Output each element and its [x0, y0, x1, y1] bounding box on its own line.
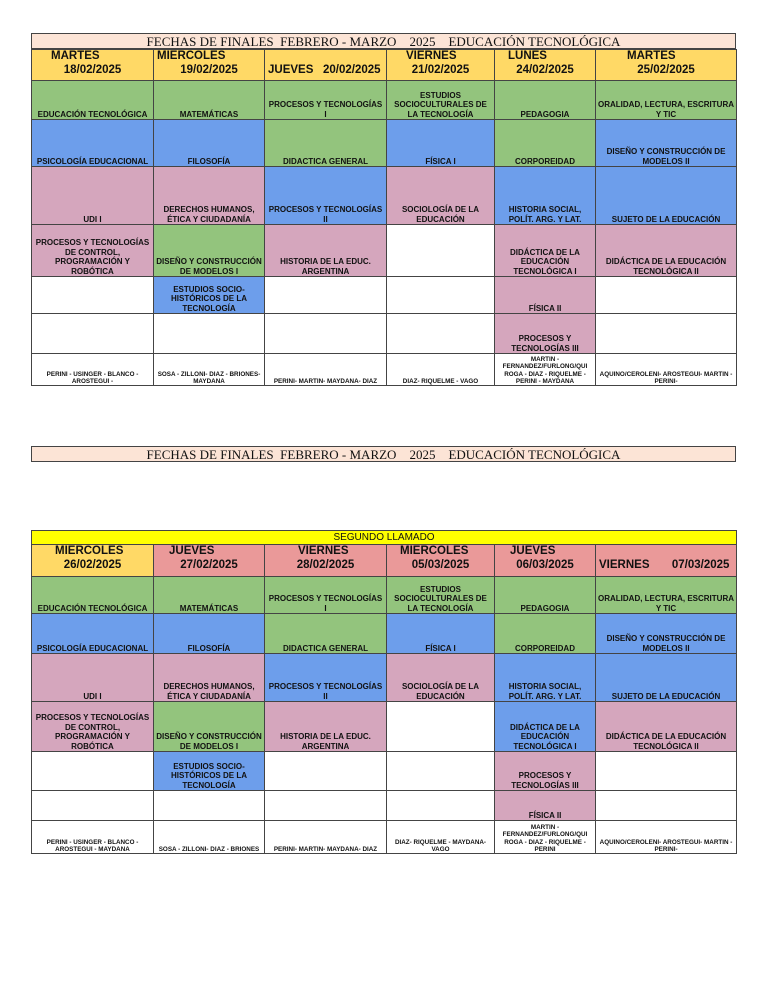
exam-cell: EDUCACIÓN TECNOLÓGICA	[32, 81, 154, 120]
examiners-cell: PERINI- MARTIN- MAYDANA- DIAZ	[265, 354, 387, 386]
exam-cell: SOCIOLOGÍA DE LA EDUCACIÓN	[387, 167, 495, 225]
examiners-cell: AQUINO/CEROLENI- AROSTEGUI- MARTIN - PERINI-	[596, 354, 737, 386]
header-cell: LUNES 24/02/2025	[495, 50, 596, 81]
exam-cell: DIDÁCTICA DE LA EDUCACIÓN TECNOLÓGICA II	[596, 702, 737, 752]
header-cell: JUEVES 27/02/2025	[154, 545, 265, 577]
exam-cell: SUJETO DE LA EDUCACIÓN	[596, 654, 737, 702]
exam-cell: DIDÁCTICA DE LA EDUCACIÓN TECNOLÓGICA II	[596, 225, 737, 277]
exam-cell	[387, 314, 495, 354]
exam-cell: ESTUDIOS SOCIO-HISTÓRICOS DE LA TECNOLOGÍA	[154, 277, 265, 314]
exam-cell	[596, 752, 737, 791]
exam-cell: ESTUDIOS SOCIOCULTURALES DE LA TECNOLOGÍA	[387, 577, 495, 614]
exam-cell	[32, 314, 154, 354]
second-schedule-title: FECHAS DE FINALES FEBRERO - MARZO 2025 EDUCACIÓN TECNOLÓGICA	[31, 446, 736, 462]
exam-cell: HISTORIA SOCIAL, POLÍT. ARG. Y LAT.	[495, 654, 596, 702]
exam-cell: DERECHOS HUMANOS, ÉTICA Y CIUDADANÍA	[154, 654, 265, 702]
exam-cell	[32, 752, 154, 791]
exam-cell: DIDÁCTICA DE LA EDUCACIÓN TECNOLÓGICA I	[495, 702, 596, 752]
header-cell: JUEVES 20/02/2025	[265, 50, 387, 81]
exam-cell	[32, 277, 154, 314]
exam-cell: MATEMÁTICAS	[154, 81, 265, 120]
exam-cell	[154, 314, 265, 354]
examiners-cell: AQUINO/CEROLENI- AROSTEGUI- MARTIN - PERINI-	[596, 821, 737, 854]
exam-cell	[387, 702, 495, 752]
examiners-cell: MARTIN - FERNANDEZ/FURLONG/QUI ROGA - DIAZ - RIQUELME - PERINI - MAYDANA	[495, 354, 596, 386]
exam-cell: PEDAGOGIA	[495, 577, 596, 614]
exam-cell: SUJETO DE LA EDUCACIÓN	[596, 167, 737, 225]
header-cell: MIÉRCOLES 05/03/2025	[387, 545, 495, 577]
examiners-cell: DIAZ- RIQUELME - VAGO	[387, 354, 495, 386]
exam-cell	[387, 752, 495, 791]
exam-cell	[387, 791, 495, 821]
exam-cell: FÍSICA II	[495, 791, 596, 821]
exam-cell: FILOSOFÍA	[154, 120, 265, 167]
examiners-cell: SOSA - ZILLONI- DIAZ - BRIONES- MAYDANA	[154, 354, 265, 386]
exam-cell	[265, 314, 387, 354]
exam-cell	[265, 791, 387, 821]
header-cell: VIERNES 07/03/2025	[596, 545, 737, 577]
exam-cell: ESTUDIOS SOCIOCULTURALES DE LA TECNOLOGÍA	[387, 81, 495, 120]
exam-cell: ORALIDAD, LECTURA, ESCRITURA Y TIC	[596, 577, 737, 614]
header-cell: VIERNES 28/02/2025	[265, 545, 387, 577]
exam-cell: DERECHOS HUMANOS, ÉTICA Y CIUDADANÍA	[154, 167, 265, 225]
exam-cell: DIDACTICA GENERAL	[265, 614, 387, 654]
header-cell: MIÉRCOLES 26/02/2025	[32, 545, 154, 577]
examiners-cell: DIAZ- RIQUELME - MAYDANA- VAGO	[387, 821, 495, 854]
schedule-table-second	[31, 530, 737, 854]
exam-cell: EDUCACIÓN TECNOLÓGICA	[32, 577, 154, 614]
header-cell: MARTES 25/02/2025	[596, 50, 737, 81]
exam-cell: PROCESOS Y TECNOLOGÍAS II	[265, 654, 387, 702]
exam-cell: DIDACTICA GENERAL	[265, 120, 387, 167]
exam-cell: ORALIDAD, LECTURA, ESCRITURA Y TIC	[596, 81, 737, 120]
exam-cell	[154, 791, 265, 821]
exam-cell: PEDAGOGIA	[495, 81, 596, 120]
exam-cell: FÍSICA I	[387, 120, 495, 167]
exam-cell: HISTORIA DE LA EDUC. ARGENTINA	[265, 702, 387, 752]
exam-cell: PROCESOS Y TECNOLOGÍAS I	[265, 577, 387, 614]
exam-cell: PSICOLOGÍA EDUCACIONAL	[32, 120, 154, 167]
exam-cell	[596, 277, 737, 314]
exam-cell	[596, 791, 737, 821]
examiners-cell: PERINI- MARTIN- MAYDANA- DIAZ	[265, 821, 387, 854]
exam-cell	[387, 225, 495, 277]
exam-cell: PROCESOS Y TECNOLOGÍAS I	[265, 81, 387, 120]
schedule-table-first	[31, 49, 737, 386]
exam-cell: MATEMÁTICAS	[154, 577, 265, 614]
exam-cell: PROCESOS Y TECNOLOGÍAS III	[495, 752, 596, 791]
header-cell: VIERNES 21/02/2025	[387, 50, 495, 81]
exam-cell	[265, 752, 387, 791]
exam-cell: FILOSOFÍA	[154, 614, 265, 654]
exam-cell: HISTORIA SOCIAL, POLÍT. ARG. Y LAT.	[495, 167, 596, 225]
section-title: SEGUNDO LLAMADO	[32, 531, 737, 545]
exam-cell	[387, 277, 495, 314]
exam-cell: PROCESOS Y TECNOLOGÍAS III	[495, 314, 596, 354]
exam-cell: SOCIOLOGÍA DE LA EDUCACIÓN	[387, 654, 495, 702]
examiners-cell: SOSA - ZILLONI- DIAZ - BRIONES	[154, 821, 265, 854]
exam-cell	[265, 277, 387, 314]
exam-cell: UDI I	[32, 167, 154, 225]
exam-cell: DIDÁCTICA DE LA EDUCACIÓN TECNOLÓGICA I	[495, 225, 596, 277]
exam-cell: DISEÑO Y CONSTRUCCIÓN DE MODELOS I	[154, 225, 265, 277]
exam-cell: PROCESOS Y TECNOLOGÍAS II	[265, 167, 387, 225]
exam-cell: FÍSICA II	[495, 277, 596, 314]
exam-cell: CORPOREIDAD	[495, 614, 596, 654]
exam-cell: DISEÑO Y CONSTRUCCIÓN DE MODELOS II	[596, 120, 737, 167]
exam-cell	[32, 791, 154, 821]
exam-cell	[596, 314, 737, 354]
exam-cell: UDI I	[32, 654, 154, 702]
examiners-cell: PERINI - USINGER - BLANCO - AROSTEGUI - MAYDANA	[32, 821, 154, 854]
exam-cell: PSICOLOGÍA EDUCACIONAL	[32, 614, 154, 654]
header-cell: JUEVES 06/03/2025	[495, 545, 596, 577]
header-cell: MARTES 18/02/2025	[32, 50, 154, 81]
exam-cell: FÍSICA I	[387, 614, 495, 654]
exam-cell: CORPOREIDAD	[495, 120, 596, 167]
exam-cell: DISEÑO Y CONSTRUCCIÓN DE MODELOS I	[154, 702, 265, 752]
examiners-cell: PERINI - USINGER - BLANCO - AROSTEGUI -	[32, 354, 154, 386]
exam-cell: PROCESOS Y TECNOLOGÍAS DE CONTROL, PROGRAMACIÓN Y ROBÓTICA	[32, 225, 154, 277]
exam-cell: ESTUDIOS SOCIO-HISTÓRICOS DE LA TECNOLOGÍA	[154, 752, 265, 791]
examiners-cell: MARTIN - FERNANDEZ/FURLONG/QUI ROGA - DIAZ - RIQUELME - PERINI	[495, 821, 596, 854]
exam-cell: HISTORIA DE LA EDUC. ARGENTINA	[265, 225, 387, 277]
exam-cell: PROCESOS Y TECNOLOGÍAS DE CONTROL, PROGRAMACIÓN Y ROBÓTICA	[32, 702, 154, 752]
exam-cell: DISEÑO Y CONSTRUCCIÓN DE MODELOS II	[596, 614, 737, 654]
schedule-title: FECHAS DE FINALES FEBRERO - MARZO 2025 EDUCACIÓN TECNOLÓGICA	[31, 33, 736, 49]
header-cell: MIÉRCOLES 19/02/2025	[154, 50, 265, 81]
